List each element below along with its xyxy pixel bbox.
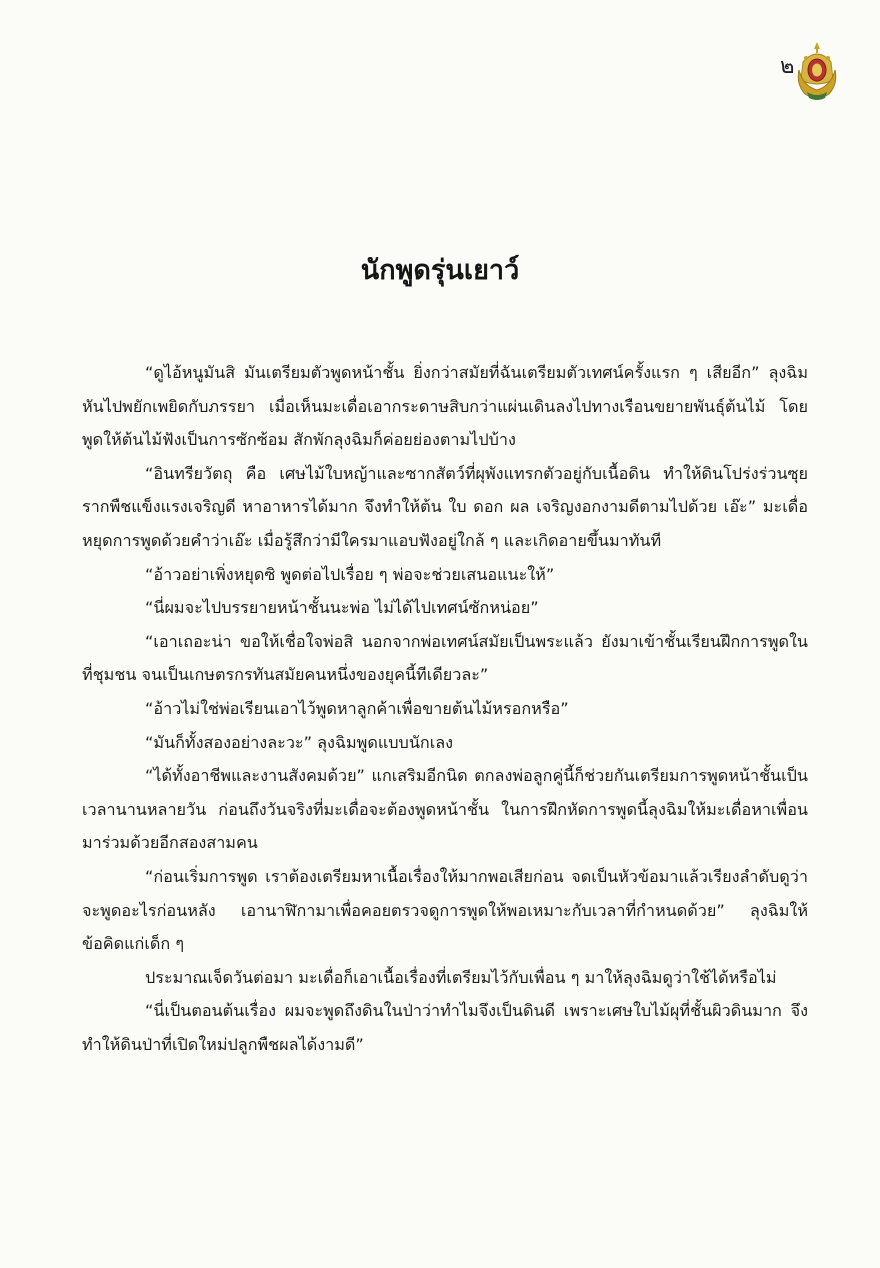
- page-title: นักพูดรุ่นเยาว์: [360, 255, 520, 286]
- paragraph: “นี่เป็นตอนต้นเรื่อง ผมจะพูดถึงดินในป่าว่าทำไมจึงเป็นดินดี เพราะเศษใบไม้ผุที่ชั้นผิวดินมาก จึงทำให้ดินป่าที่เปิดใหม่ปลูกพืชผลได้งามดี”: [82, 1001, 808, 1054]
- royal-emblem-icon: [793, 40, 841, 104]
- paragraph: “นี่ผมจะไปบรรยายหน้าชั้นนะพ่อ ไม่ได้ไปเทศน์ซักหน่อย”: [145, 598, 539, 618]
- paragraph: “อ้าวอย่าเพิ่งหยุดซิ พูดต่อไปเรื่อย ๆ พ่อจะช่วยเสนอแนะให้”: [145, 564, 555, 584]
- body-text: [82, 356, 808, 1061]
- paragraph: “เอาเถอะน่า ขอให้เชื่อใจพ่อสิ นอกจากพ่อเทศน์สมัยเป็นพระแล้ว ยังมาเข้าชั้นเรียนฝึกการพูดในที่ชุมชน จนเป็นเกษตรกรทันสมัยคนหนึ่งของยุคนี้ทีเดียวละ”: [82, 631, 808, 685]
- paragraph: “มันก็ทั้งสองอย่างละวะ” ลุงฉิมพูดแบบนักเลง: [145, 732, 454, 752]
- paragraph: “ได้ทั้งอาชีพและงานสังคมด้วย” แกเสริมอีกนิด ตกลงพ่อลูกคู่นี้ก็ช่วยกันเตรียมการพูดหน้าชั้นเป็นเวลานานหลายวัน ก่อนถึงวันจริงที่มะเดื่อจะต้องพูดหน้าชั้น ในการฝึกหัดการพูดนี้ลุงฉิมให้มะเดื่อหาเพื่อนมาร่วมด้วยอีกสองสามคน: [82, 766, 808, 853]
- paragraph: “ดูไอ้หนูมันสิ มันเตรียมตัวพูดหน้าชั้น ยิ่งกว่าสมัยที่ฉันเตรียมตัวเทศน์ครั้งแรก ๆ เสียอีก” ลุงฉิมหันไปพยักเพยิดกับภรรยา เมื่อเห็นมะเดื่อเอากระดาษสิบกว่าแผ่นเดินลงไปทางเรือนขยายพันธุ์ต้นไม้ โดยพูดให้ต้นไม้ฟังเป็นการซักซ้อม สักพักลุงฉิมก็ค่อยย่องตามไปบ้าง: [82, 363, 808, 450]
- paragraph: ประมาณเจ็ดวันต่อมา มะเดื่อก็เอาเนื้อเรื่องที่เตรียมไว้กับเพื่อน ๆ มาให้ลุงฉิมดูว่าใช้ได้หรือไม่: [145, 967, 777, 987]
- paragraph: “อ้าวไม่ใช่พ่อเรียนเอาไว้พูดหาลูกค้าเพื่อขายต้นไม้หรอกหรือ”: [145, 698, 569, 718]
- page-number: ๒: [780, 54, 795, 79]
- paragraph: “อินทรียวัตถุ คือ เศษไม้ใบหญ้าและซากสัตว์ที่ผุพังแทรกตัวอยู่กับเนื้อดิน ทำให้ดินโปร่งร่วนซุย รากพืชแข็งแรงเจริญดี หาอาหารได้มาก จึงทำให้ต้น ใบ ดอก ผล เจริญงอกงามดีตามไปด้วย เอ๊ะ” มะเดื่อหยุดการพูดด้วยคำว่าเอ๊ะ เมื่อรู้สึกว่ามีใครมาแอบฟังอยู่ใกล้ ๆ และเกิดอายขึ้นมาทันที: [82, 463, 808, 550]
- paragraph: “ก่อนเริ่มการพูด เราต้องเตรียมหาเนื้อเรื่องให้มากพอเสียก่อน จดเป็นหัวข้อมาแล้วเรียงลำดับดูว่าจะพูดอะไรก่อนหลัง เอานาฬิกามาเพื่อคอยตรวจดูการพูดให้พอเหมาะกับเวลาที่กำหนดด้วย” ลุงฉิมให้ข้อคิดแก่เด็ก ๆ: [82, 866, 808, 954]
